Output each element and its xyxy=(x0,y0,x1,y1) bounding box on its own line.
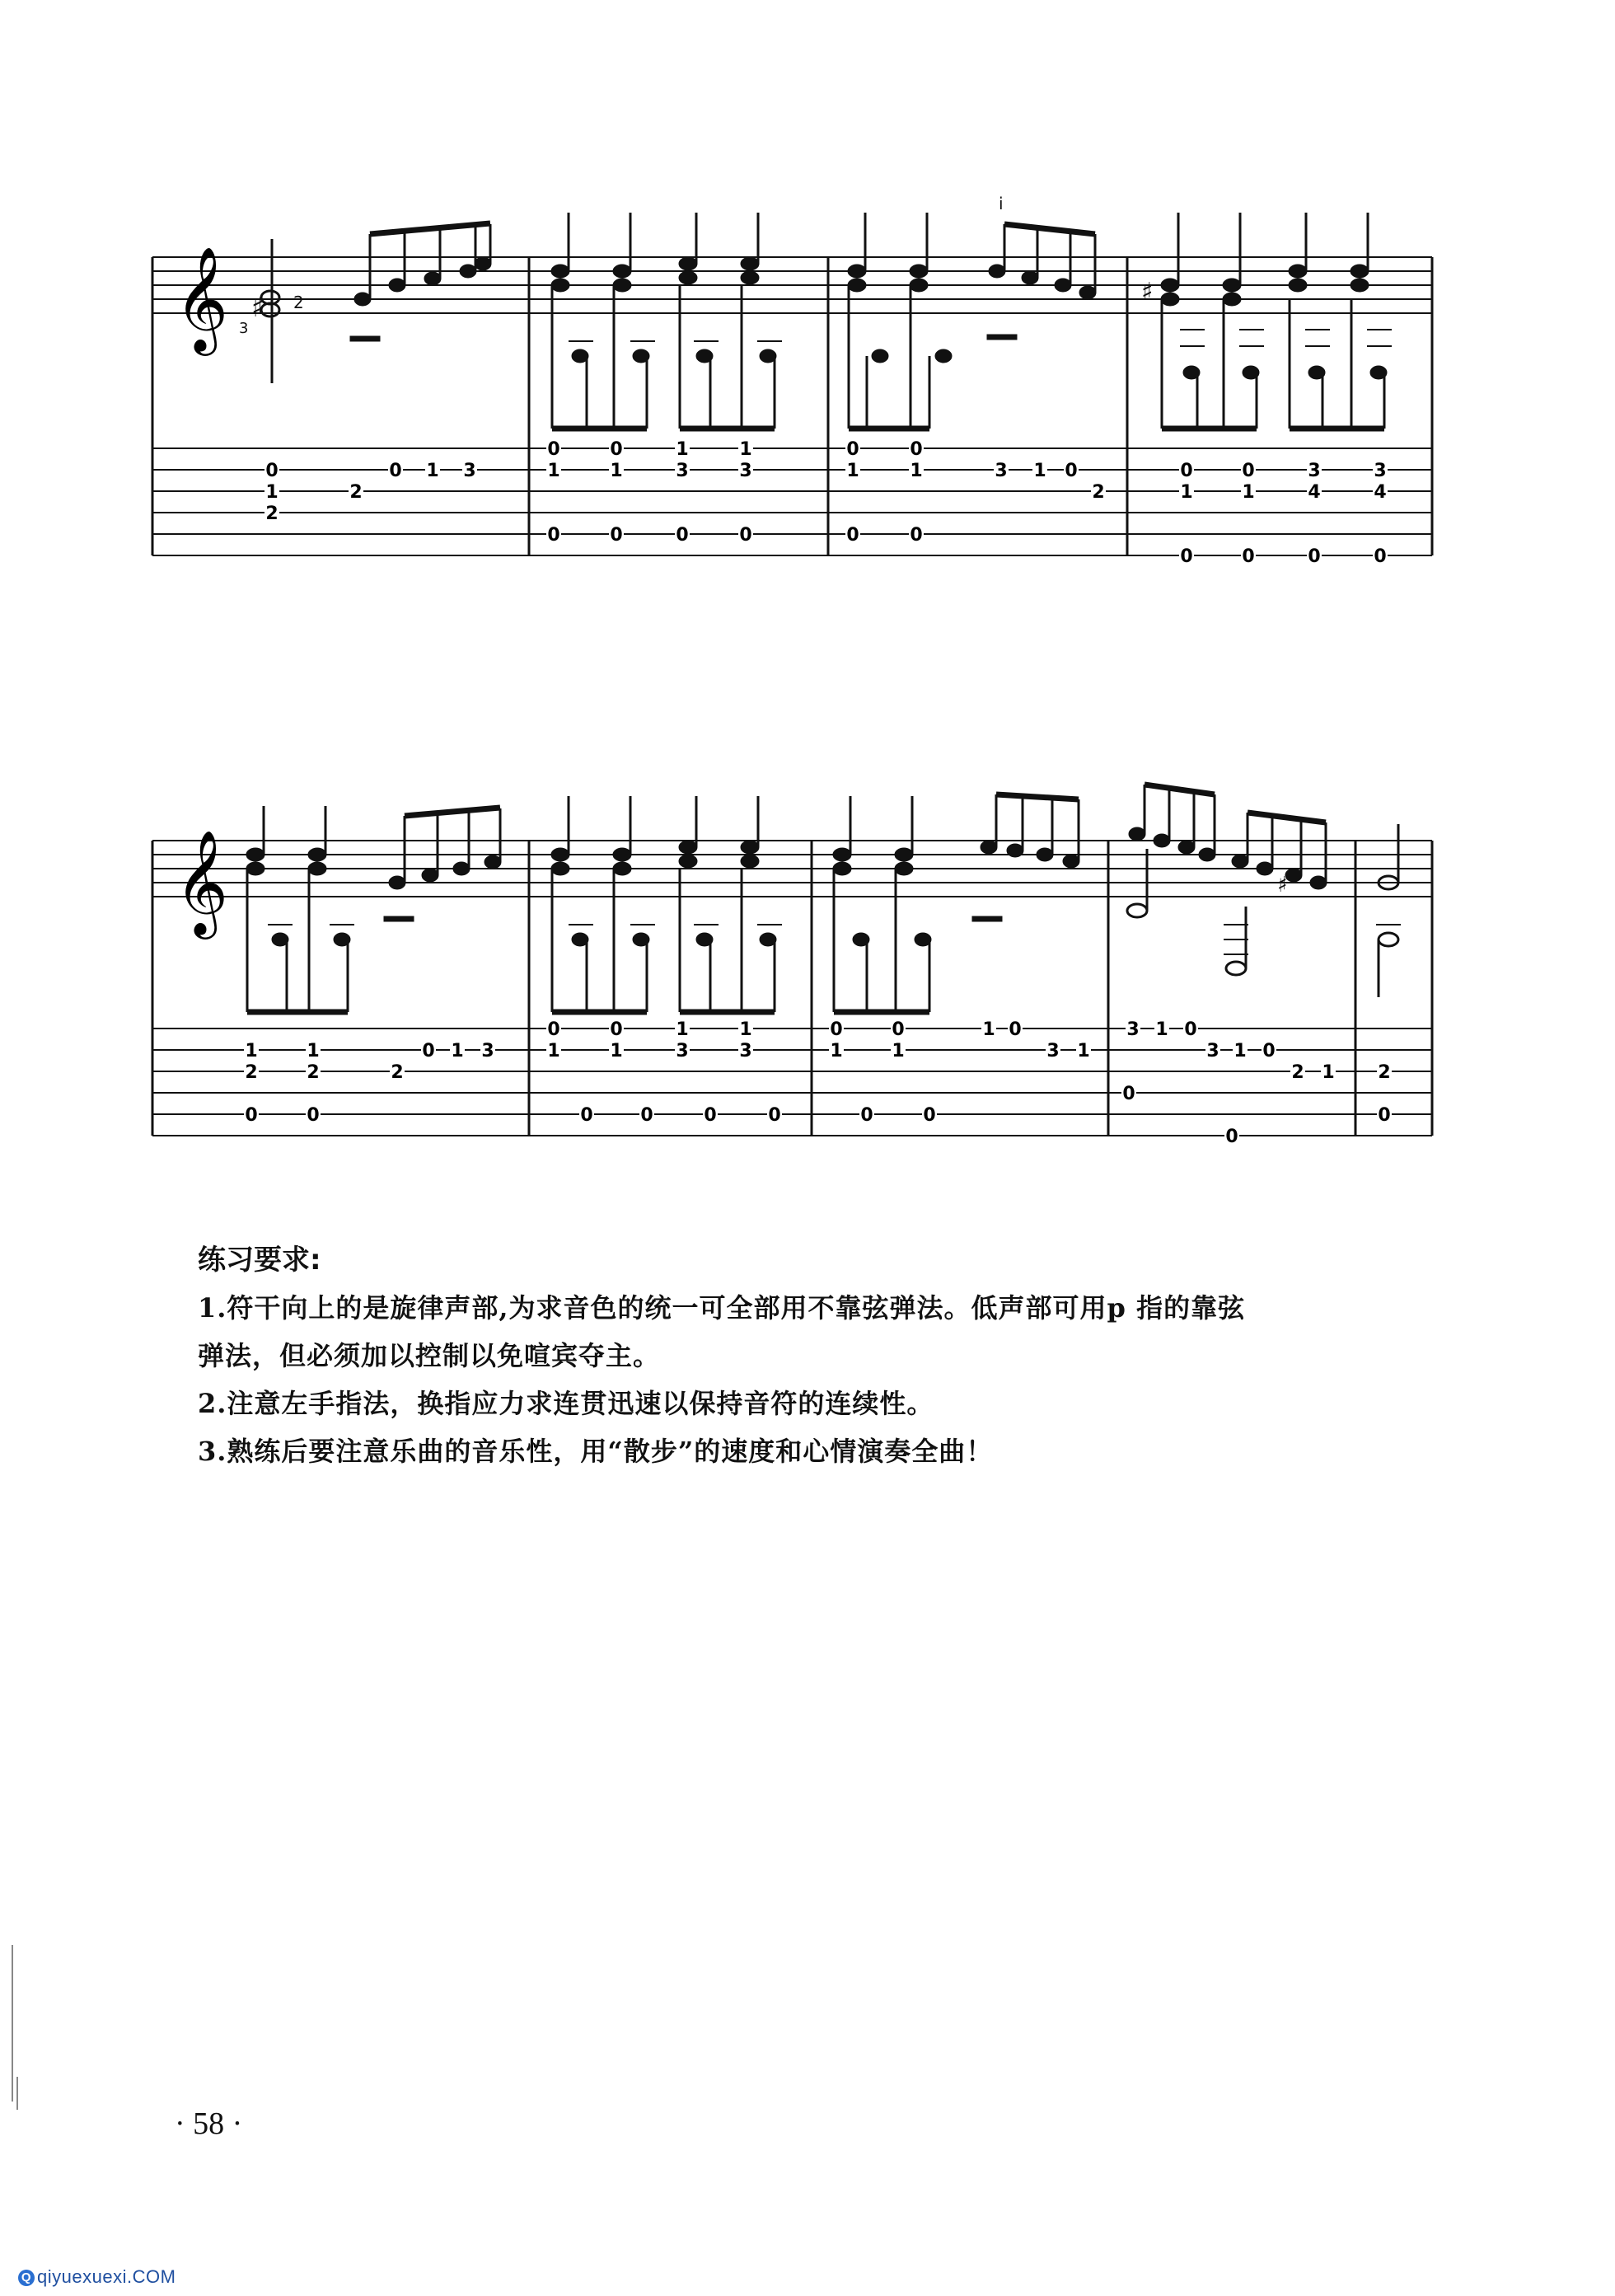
tab-number: 1 xyxy=(830,1041,843,1061)
tab-number: 0 xyxy=(846,525,859,546)
tab-number: 1 xyxy=(265,482,279,503)
tab-number: 0 xyxy=(676,525,689,546)
notes-measure-4 xyxy=(1141,213,1392,429)
tab-number: 0 xyxy=(610,525,623,546)
tab-number: 0 xyxy=(910,439,923,460)
requirement-item-1: 1.符干向上的是旋律声部,为求音色的统一可全部用不靠弦弹法。低声部可用p 指的靠弦 xyxy=(198,1292,1246,1324)
tab-number: 3 xyxy=(739,1041,752,1061)
tab-number: 1 xyxy=(739,1019,752,1040)
tab-number: 0 xyxy=(768,1105,781,1126)
tab-number: 0 xyxy=(910,525,923,546)
tab-number: 1 xyxy=(1077,1041,1090,1061)
tab-number: 1 xyxy=(892,1041,905,1061)
tab-number: 3 xyxy=(463,461,476,481)
tab-number: 0 xyxy=(923,1105,936,1126)
tab-number: 1 xyxy=(676,1019,689,1040)
tab-number: 0 xyxy=(1180,546,1193,567)
tab-number: 0 xyxy=(704,1105,717,1126)
tab-number: 1 xyxy=(547,461,560,481)
tab-number: 3 xyxy=(676,1041,689,1061)
tab-number: 1 xyxy=(1322,1062,1335,1083)
tab-number: 2 xyxy=(245,1062,258,1083)
tab-number: 1 xyxy=(245,1041,258,1061)
tab-number: 1 xyxy=(426,461,439,481)
svg-text:2: 2 xyxy=(293,293,304,312)
notes-measure-9 xyxy=(1376,824,1401,997)
treble-clef-icon: 𝄞 xyxy=(175,246,229,351)
tab-number: 0 xyxy=(1242,546,1255,567)
notes-measure-6 xyxy=(551,796,782,1012)
site-watermark xyxy=(18,2266,176,2288)
tab-number: 3 xyxy=(676,461,689,481)
tab-number: 0 xyxy=(1225,1127,1238,1147)
tab-number: 0 xyxy=(1378,1105,1391,1126)
barlines xyxy=(152,841,1432,1136)
tab-number: 0 xyxy=(610,1019,623,1040)
scan-edge-mark xyxy=(16,2077,18,2110)
requirements-title: 练习要求: xyxy=(198,1244,321,1277)
tab-number: 1 xyxy=(982,1019,995,1040)
tab-number: 4 xyxy=(1374,482,1387,503)
svg-text:3: 3 xyxy=(239,320,249,337)
tab-number: 1 xyxy=(1155,1019,1168,1040)
notes-measure-3 xyxy=(848,194,1096,429)
tab-number: 0 xyxy=(1184,1019,1197,1040)
tab-number: 0 xyxy=(389,461,402,481)
tab-number: 3 xyxy=(1308,461,1321,481)
tab-number: 0 xyxy=(422,1041,435,1061)
treble-clef-icon: 𝄞 xyxy=(175,829,229,935)
tab-number: 2 xyxy=(265,504,279,524)
tab-number: 0 xyxy=(640,1105,653,1126)
staff-lines xyxy=(152,841,1432,897)
svg-text:♯: ♯ xyxy=(1277,873,1288,897)
tab-number: 0 xyxy=(245,1105,258,1126)
tab-number: 0 xyxy=(547,1019,560,1040)
system-2 xyxy=(152,785,1432,1147)
tab-number: 0 xyxy=(1009,1019,1022,1040)
tab-number: 3 xyxy=(995,461,1008,481)
notes-measure-8 xyxy=(1127,785,1327,975)
tab-number: 3 xyxy=(1046,1041,1060,1061)
tab-number: 1 xyxy=(451,1041,464,1061)
tab-number: 0 xyxy=(1242,461,1255,481)
tab-number: 0 xyxy=(307,1105,320,1126)
tab-lines xyxy=(152,448,1432,555)
watermark-logo-icon: Q xyxy=(18,2270,35,2286)
notes-measure-7 xyxy=(833,794,1079,1012)
tab-number: 0 xyxy=(860,1105,873,1126)
tab-number: 0 xyxy=(547,525,560,546)
requirement-item-2: 2.注意左手指法，换指应力求连贯迅速以保持音符的连续性。 xyxy=(198,1388,934,1419)
tab-number: 2 xyxy=(1378,1062,1391,1083)
tab-number: 1 xyxy=(739,439,752,460)
svg-text:i: i xyxy=(999,194,1004,213)
tab-number: 3 xyxy=(739,461,752,481)
tab-number: 1 xyxy=(846,461,859,481)
tab-number: 2 xyxy=(1291,1062,1304,1083)
tab-number: 0 xyxy=(265,461,279,481)
tab-number: 0 xyxy=(1122,1084,1135,1104)
tab-number: 1 xyxy=(1242,482,1255,503)
tab-number: 0 xyxy=(1262,1041,1276,1061)
tab-number: 1 xyxy=(307,1041,320,1061)
tab-number: 3 xyxy=(481,1041,494,1061)
tab-number: 0 xyxy=(610,439,623,460)
notes-measure-2 xyxy=(551,213,782,429)
tab-number: 0 xyxy=(1308,546,1321,567)
tab-number: 0 xyxy=(830,1019,843,1040)
notes-measure-1 xyxy=(239,223,491,383)
tab-number: 0 xyxy=(892,1019,905,1040)
tab-number: 3 xyxy=(1206,1041,1219,1061)
practice-requirements xyxy=(198,1236,1483,1475)
tab-number: 0 xyxy=(1065,461,1078,481)
tab-number: 2 xyxy=(1092,482,1105,503)
scan-edge-mark xyxy=(12,1945,13,2102)
tab-number: 0 xyxy=(739,525,752,546)
tab-numbers-system-1 xyxy=(264,438,1388,567)
page-number: · 58 · xyxy=(175,2106,243,2141)
tab-number: 1 xyxy=(547,1041,560,1061)
requirement-item-1-cont: 弹法，但必须加以控制以免喧宾夺主。 xyxy=(198,1340,661,1371)
requirement-item-3: 3.熟练后要注意乐曲的音乐性，用“散步”的速度和心情演奏全曲！ xyxy=(198,1436,994,1467)
tab-number: 1 xyxy=(610,461,623,481)
tab-number: 3 xyxy=(1374,461,1387,481)
tab-number: 0 xyxy=(1374,546,1387,567)
tab-number: 1 xyxy=(1033,461,1046,481)
tab-number: 1 xyxy=(910,461,923,481)
notes-measure-5 xyxy=(246,806,501,1012)
svg-text:♯: ♯ xyxy=(1141,278,1154,307)
tab-number: 3 xyxy=(1126,1019,1140,1040)
tab-number: 0 xyxy=(547,439,560,460)
tab-number: 1 xyxy=(1233,1041,1247,1061)
watermark-text: qiyuexuexi.COM xyxy=(37,2266,176,2287)
tab-number: 1 xyxy=(610,1041,623,1061)
svg-text:♯: ♯ xyxy=(251,292,264,323)
tab-number: 2 xyxy=(349,482,363,503)
tab-number: 1 xyxy=(1180,482,1193,503)
tab-number: 2 xyxy=(391,1062,404,1083)
tab-number: 0 xyxy=(580,1105,593,1126)
tab-number: 1 xyxy=(676,439,689,460)
tab-number: 0 xyxy=(1180,461,1193,481)
tab-number: 4 xyxy=(1308,482,1321,503)
tab-number: 0 xyxy=(846,439,859,460)
tab-numbers-system-2 xyxy=(244,1019,1392,1147)
tab-number: 2 xyxy=(307,1062,320,1083)
system-1 xyxy=(152,194,1432,567)
